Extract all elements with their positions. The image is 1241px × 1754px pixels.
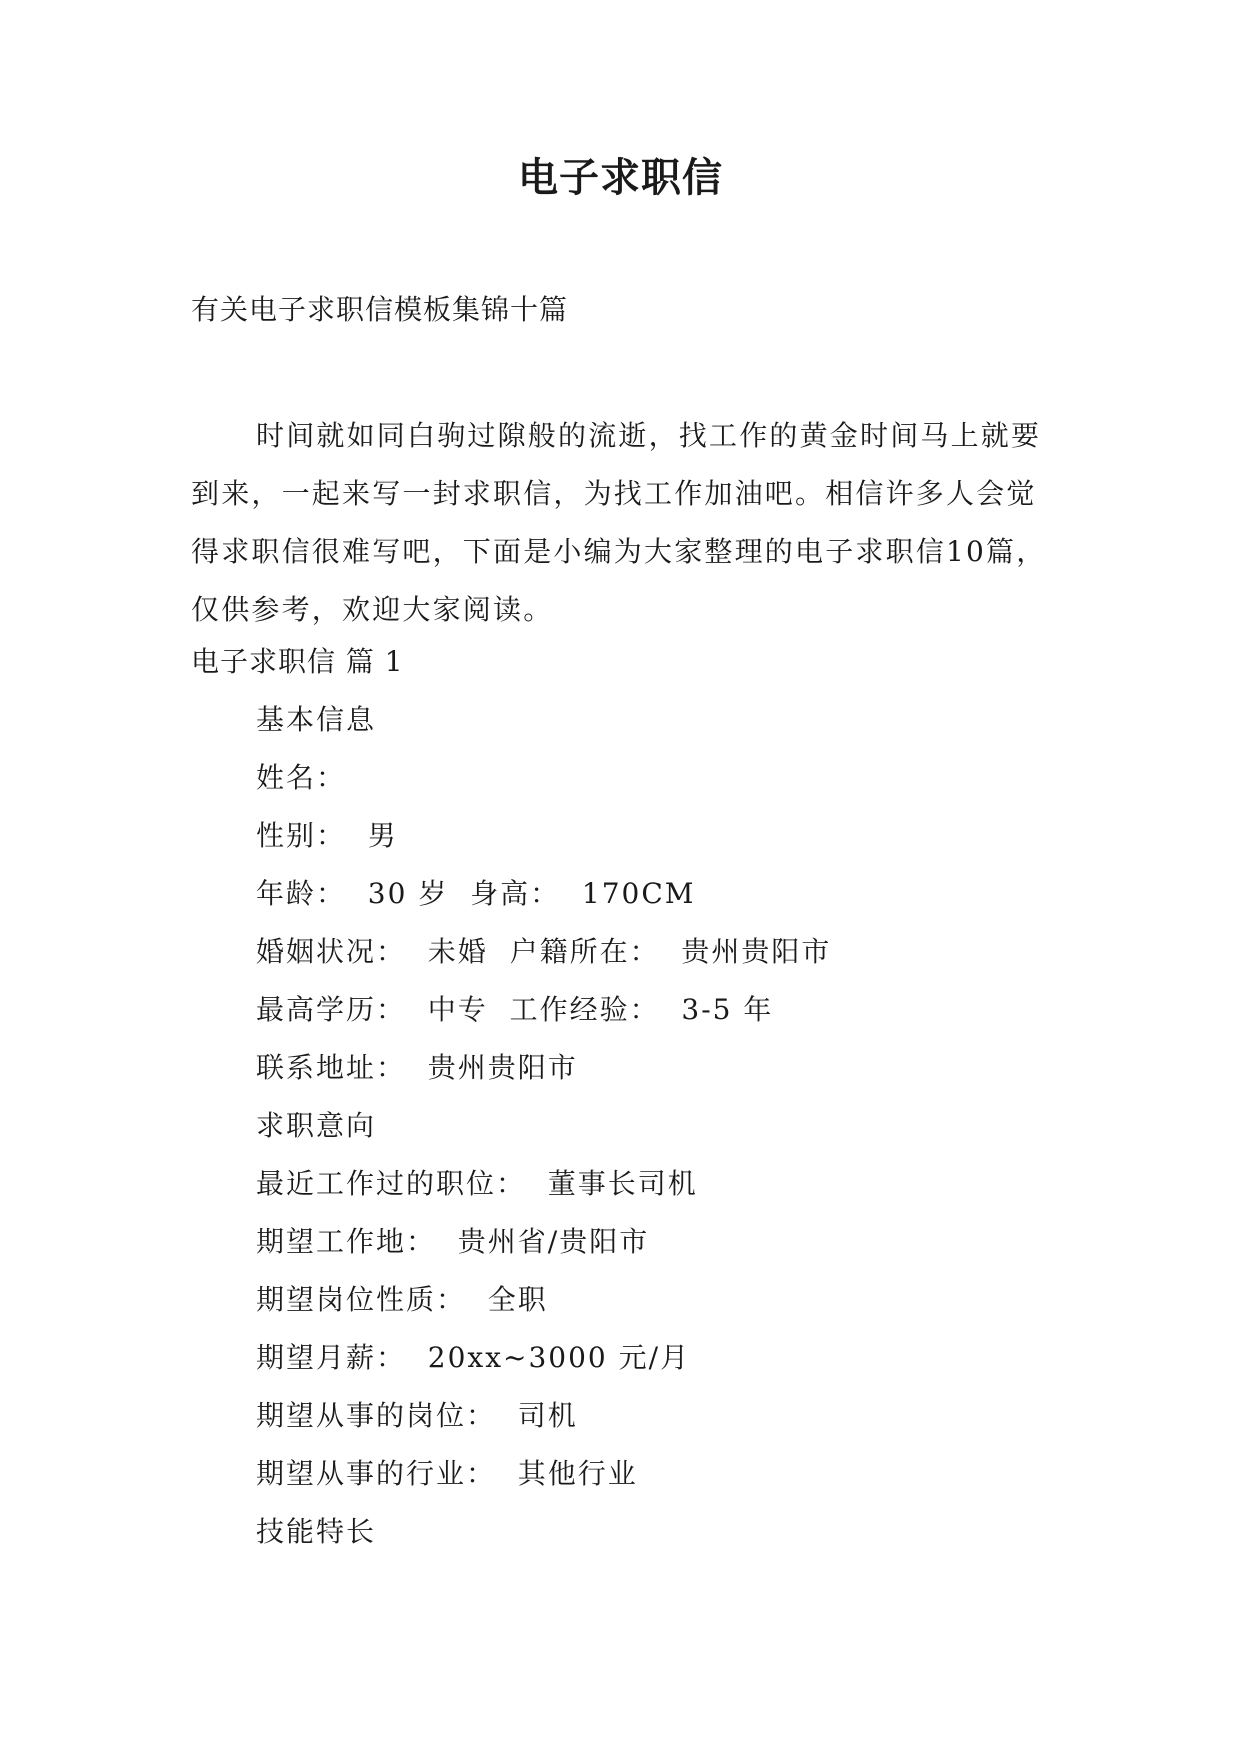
resume-info-list [256,700,831,1570]
info-line-education-experience: 最高学历： 中专 工作经验： 3-5 年 [256,993,774,1026]
info-line-job-intention: 求职意向 [256,1109,377,1142]
info-line-skills: 技能特长 [256,1515,377,1548]
info-line-job-type: 期望岗位性质： 全职 [256,1283,548,1316]
info-line-address: 联系地址： 贵州贵阳市 [256,1051,578,1084]
info-line-desired-salary: 期望月薪： 20xx~3000 元/月 [256,1341,691,1374]
intro-paragraph: 时间就如同白驹过隙般的流逝，找工作的黄金时间马上就要到来，一起来写一封求职信，为找工作加油吧。相信许多人会觉得求职信很难写吧，下面是小编为大家整理的电子求职信10篇，仅供参考，欢迎大家阅读。 [191,419,1047,626]
section-heading: 电子求职信 篇 1 [191,645,404,678]
document-subtitle: 有关电子求职信模板集锦十篇 [191,293,569,326]
info-line-gender: 性别： 男 [256,819,398,852]
document-title: 电子求职信 [518,155,723,201]
info-line-name: 姓名： [256,761,347,794]
info-line-basic-info: 基本信息 [256,703,377,736]
info-line-recent-position: 最近工作过的职位： 董事长司机 [256,1167,698,1200]
info-line-marital-residence: 婚姻状况： 未婚 户籍所在： 贵州贵阳市 [256,935,832,968]
info-line-age-height: 年龄： 30 岁 身高： 170CM [256,877,696,910]
info-line-desired-position: 期望从事的岗位： 司机 [256,1399,578,1432]
info-line-desired-industry: 期望从事的行业： 其他行业 [256,1457,638,1490]
info-line-desired-location: 期望工作地： 贵州省/贵阳市 [256,1225,650,1258]
